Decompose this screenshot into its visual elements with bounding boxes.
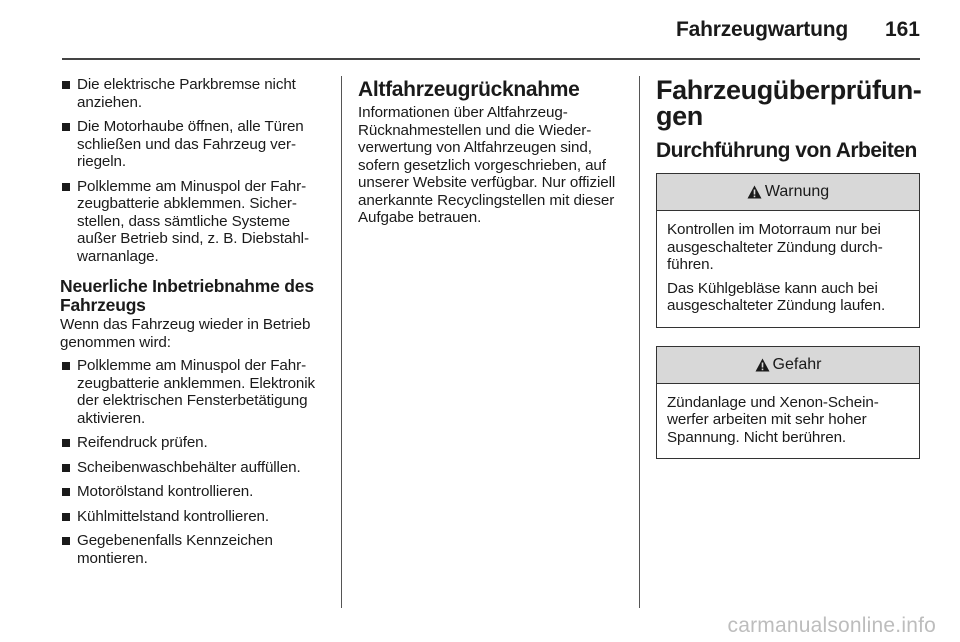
header-rule — [62, 58, 920, 60]
paragraph: Informationen über AltfahrzeugRücknahmestellen und die Wiederverwertung von Altfahrzeugen sind, sofern gesetzlich vorgeschrieben, auf unserer Website verfügbar. Nur offiziell anerkannte Recyclingstellen mit dieser Aufgabe betrauen. — [358, 104, 616, 226]
warning-box-body — [657, 211, 919, 327]
warning-label: Warnung — [764, 183, 830, 200]
danger-label: Gefahr — [772, 355, 822, 373]
paragraph: Das Kühlgebläse kann auch bei ausgeschalteter Zündung laufen. — [667, 279, 886, 314]
list-item: Scheibenwaschbehälter auffüllen. — [60, 459, 332, 477]
list-item: Die elektrische Parkbremse nicht anziehen. — [60, 76, 332, 111]
list-item: Reifendruck prüfen. — [60, 434, 332, 452]
paragraph: Wenn das Fahrzeug wieder in Betrieb genommen wird: — [60, 316, 311, 351]
list-item: Polklemme am Minuspol der Fahrzeugbatterie abklemmen. Sicherstellen, dass sämtliche Systeme außer Betrieb sind, z. B. Diebstahlwarnanlage. — [60, 178, 332, 266]
paragraph: Kontrollen im Motorraum nur bei ausgeschalteter Zündung durchführen. — [667, 221, 883, 273]
section-heading-work: Durchführung von Arbeiten — [656, 139, 917, 162]
warning-box-header — [657, 174, 919, 211]
danger-box-body — [657, 384, 919, 459]
list-item: Die Motorhaube öffnen, alle Türen schließen und das Fahrzeug verriegeln. — [60, 118, 332, 171]
bullet-list — [60, 76, 332, 265]
column-left — [60, 76, 332, 574]
column-right — [656, 76, 920, 477]
list-item: Gegebenenfalls Kennzeichen montieren. — [60, 532, 332, 567]
danger-box-header — [657, 347, 919, 384]
bullet-list — [60, 357, 332, 567]
chapter-heading: Fahrzeugüberprüfungen — [656, 75, 922, 131]
list-item: Polklemme am Minuspol der Fahrzeugbatterie anklemmen. Elektronik der elektrischen Fensterbetätigung aktivieren. — [60, 357, 332, 427]
running-header-title: Fahrzeugwartung — [675, 18, 848, 41]
warning-triangle-icon — [755, 358, 770, 372]
watermark: carmanualsonline.info — [727, 614, 936, 637]
column-middle — [358, 76, 624, 233]
column-divider — [341, 76, 342, 608]
danger-box — [656, 346, 920, 460]
warning-triangle-icon — [747, 185, 762, 199]
list-item: Kühlmittelstand kontrollieren. — [60, 508, 332, 526]
column-divider — [639, 76, 640, 608]
page-number: 161 — [884, 18, 920, 41]
list-item: Motorölstand kontrollieren. — [60, 483, 332, 501]
section-heading-recycling: Altfahrzeugrücknahme — [358, 78, 580, 101]
section-heading-reactivation: Neuerliche Inbetriebnahme des Fahrzeugs — [60, 276, 314, 315]
warning-box — [656, 173, 920, 328]
paragraph: Zündanlage und Xenon-Scheinwerfer arbeiten mit sehr hoher Spannung. Nicht berühren. — [667, 393, 879, 446]
